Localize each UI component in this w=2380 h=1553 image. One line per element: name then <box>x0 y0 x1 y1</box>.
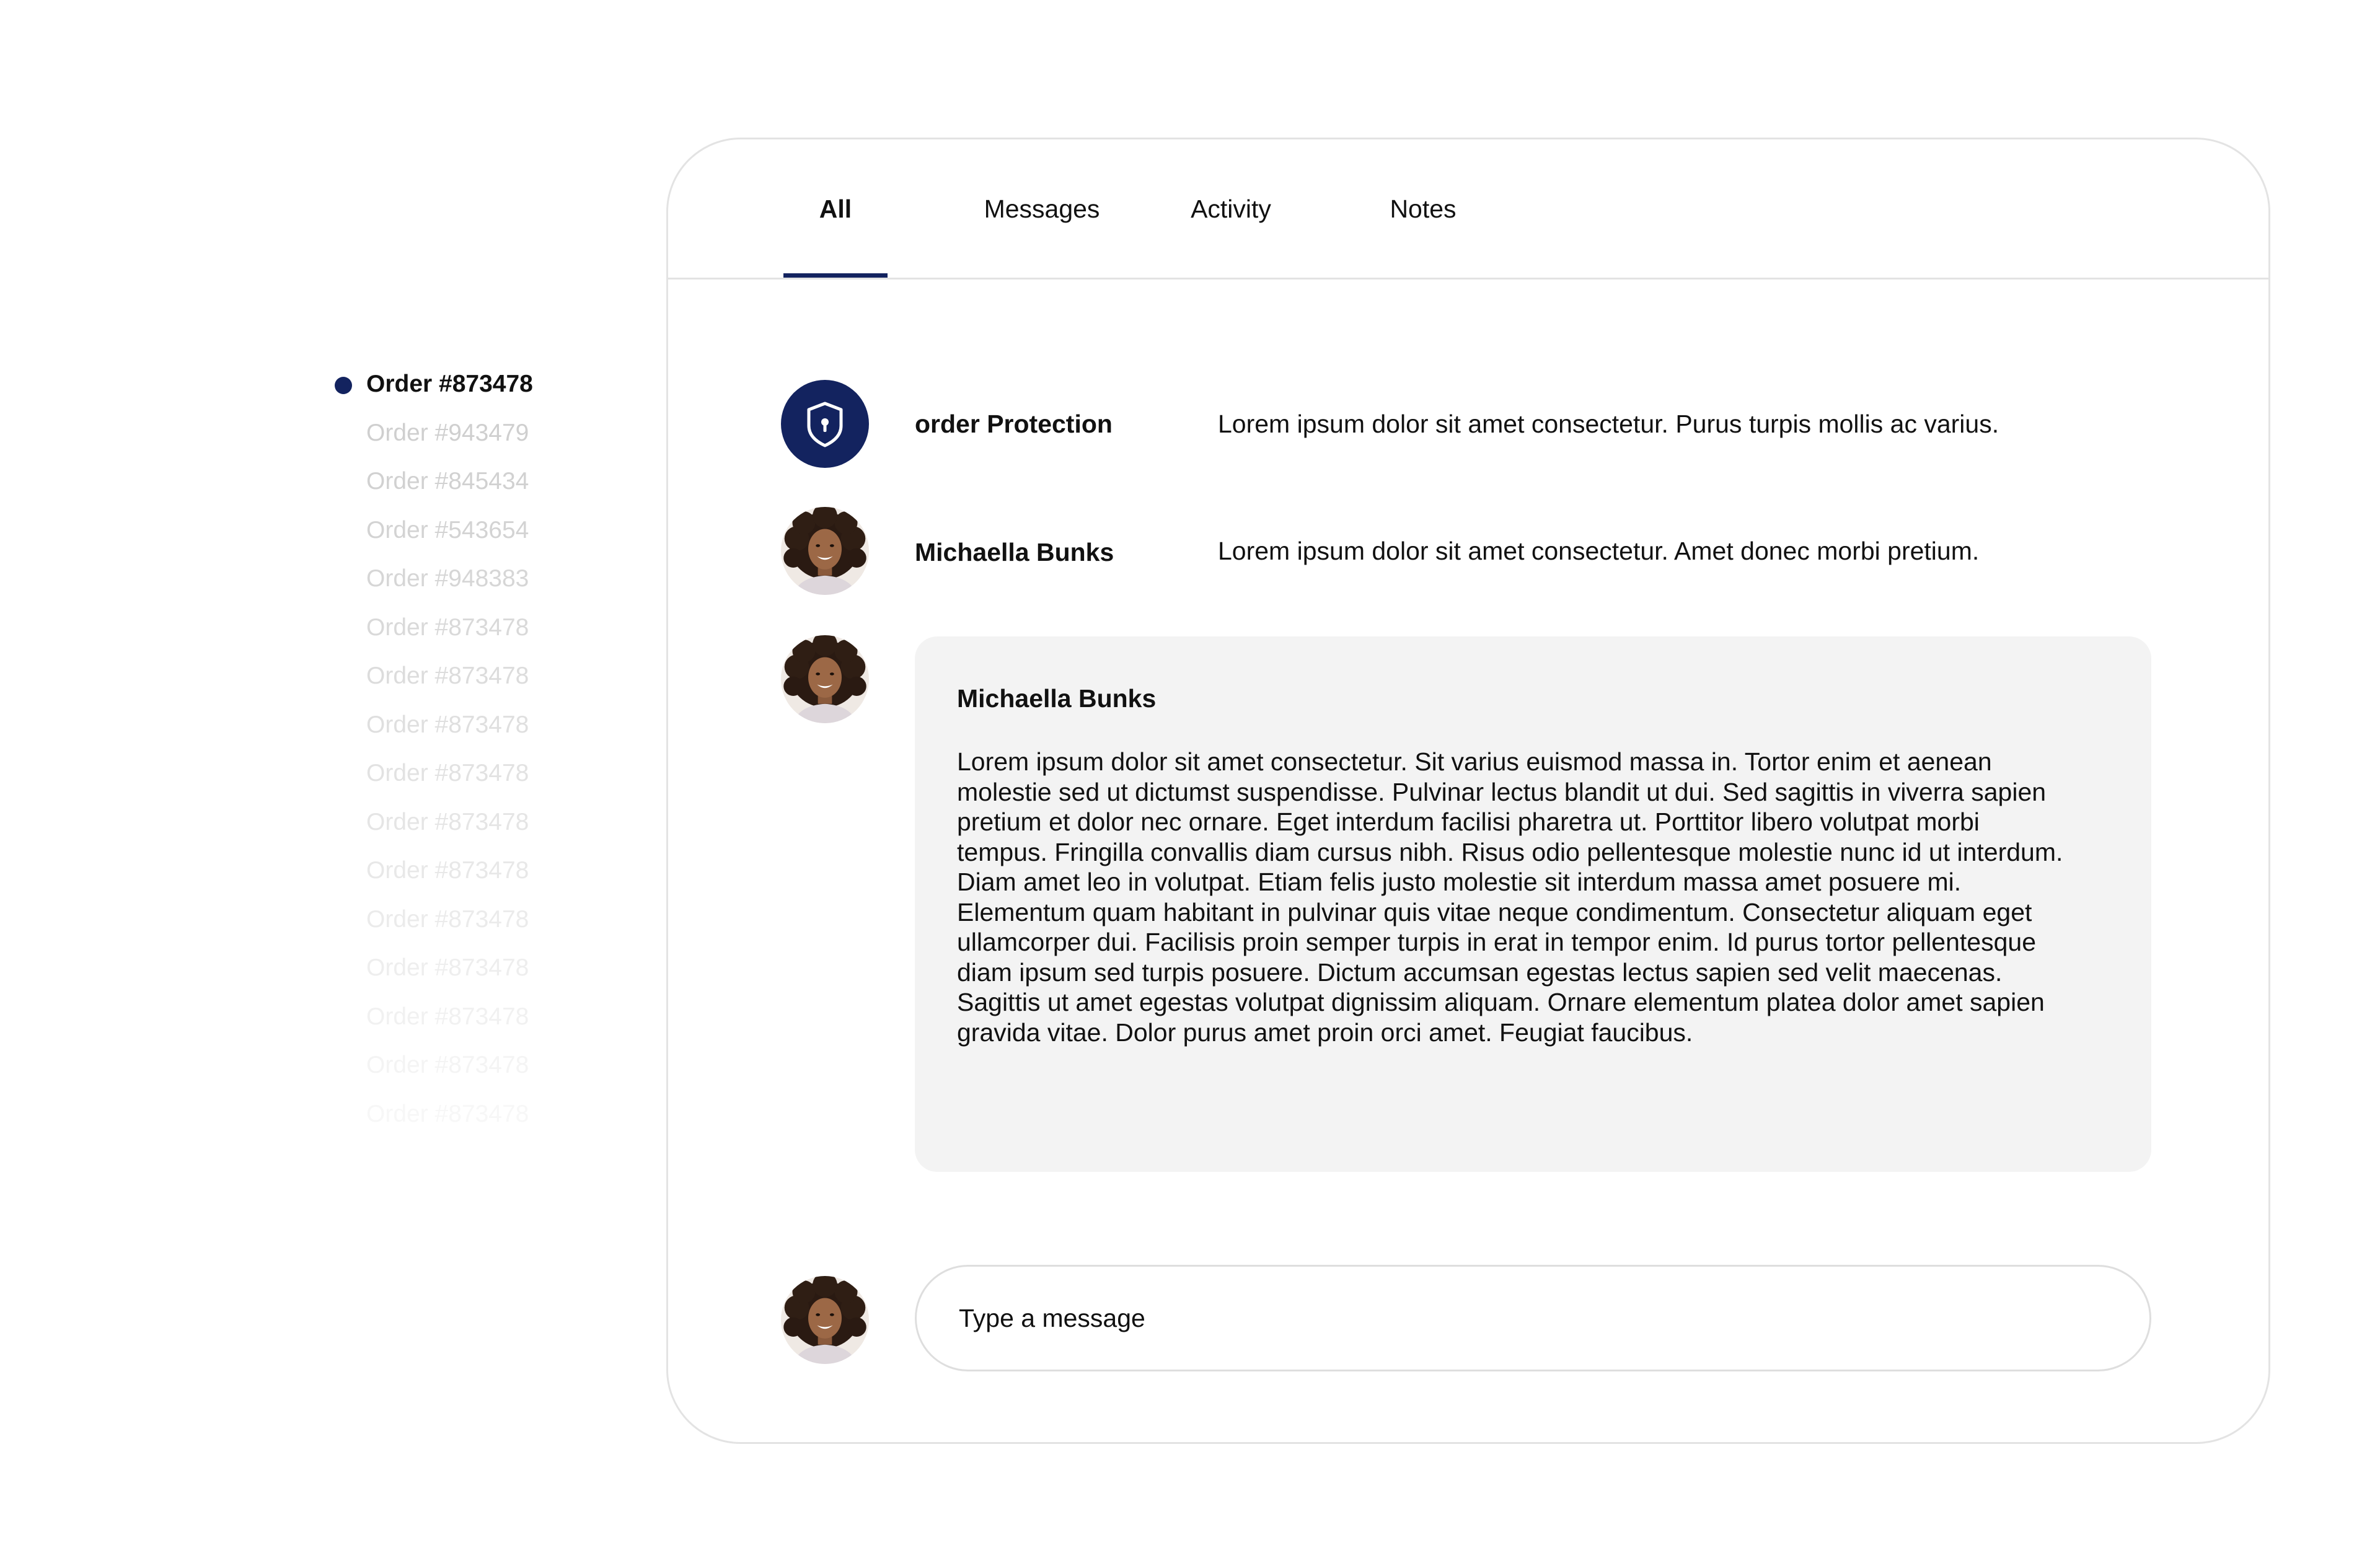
order-list <box>335 367 583 1145</box>
order-label: Order #873478 <box>366 1052 529 1078</box>
message-author: Michaella Bunks <box>957 684 1157 713</box>
avatar <box>781 507 869 595</box>
order-label: Order #943479 <box>366 419 529 446</box>
order-list-item[interactable] <box>335 1048 583 1097</box>
activity-panel <box>666 138 2270 1444</box>
order-label: Order #873478 <box>366 1003 529 1030</box>
protection-title: order Protection <box>915 410 1113 438</box>
tab-messages[interactable]: Messages <box>984 195 1100 223</box>
message-body: Lorem ipsum dolor sit amet consectetur. Sit varius euismod massa in. Tortor enim et aenean molestie sed ut dictumst suspendisse. Pulvinar lectus blandit ut dui. Sed sagittis in viverra sapien pretium et dolor nec ornare. Eget interdum facilisi pharetra ut. Porttitor libero volutpat morbi tempus. Fringilla convallis diam cursus nibh. Risus odio pellentesque molestie nunc id ut interdum. Diam amet leo in volutpat. Etiam felis justo molestie sit interdum massa amet posuere mi. Elementum quam habitant in pulvinar quis vitae neque condimentum. Consectetur aliquam eget ullamcorper dui. Facilisis proin semper turpis in erat in tempor enim. Id purus tortor pellentesque diam ipsum sed turpis posuere. Dictum accumsan egestas lectus sapien sed velit maecenas. Sagittis ut amet egestas volutpat dignissim aliquam. Ornare elementum platea dolor amet sapien gravida vitae. Dolor purus amet proin orci amet. Feugiat faucibus. <box>957 747 2063 1047</box>
message-input[interactable] <box>915 1265 2151 1371</box>
message-text: Lorem ipsum dolor sit amet consectetur. Amet donec morbi pretium. <box>1218 537 1980 565</box>
order-label: Order #873478 <box>366 954 529 981</box>
order-label: Order #873478 <box>366 711 529 738</box>
order-list-item[interactable] <box>335 659 583 708</box>
order-list-item[interactable] <box>335 805 583 854</box>
order-list-item[interactable] <box>335 1000 583 1049</box>
order-list-item[interactable] <box>335 416 583 465</box>
order-label: Order #873478 <box>366 1100 529 1127</box>
order-list-item[interactable] <box>335 513 583 562</box>
order-label: Order #873478 <box>366 857 529 884</box>
order-list-item[interactable] <box>335 561 583 610</box>
order-list-item[interactable] <box>335 1097 583 1146</box>
order-list-item[interactable] <box>335 464 583 513</box>
tab-bar <box>668 139 2268 279</box>
order-label: Order #948383 <box>366 565 529 592</box>
order-label: Order #873478 <box>366 371 533 397</box>
order-list-item[interactable] <box>335 951 583 1000</box>
order-label: Order #873478 <box>366 808 529 835</box>
tab-all[interactable]: All <box>819 195 852 223</box>
active-indicator-dot <box>335 377 352 394</box>
order-list-item[interactable] <box>335 853 583 902</box>
order-list-item[interactable] <box>335 708 583 757</box>
current-user-avatar <box>781 1276 869 1364</box>
order-list-item[interactable] <box>335 610 583 659</box>
order-label: Order #873478 <box>366 662 529 689</box>
order-label: Order #543654 <box>366 516 529 543</box>
tab-activity[interactable]: Activity <box>1191 195 1271 223</box>
shield-icon <box>781 380 869 468</box>
order-label: Order #845434 <box>366 468 529 495</box>
protection-text: Lorem ipsum dolor sit amet consectetur. Purus turpis mollis ac varius. <box>1218 410 1999 438</box>
protection-avatar <box>781 380 869 468</box>
order-label: Order #873478 <box>366 905 529 933</box>
message-bubble <box>915 636 2151 1172</box>
order-list-item[interactable] <box>335 902 583 951</box>
message-author: Michaella Bunks <box>915 538 1114 566</box>
avatar <box>781 635 869 723</box>
order-list-item[interactable] <box>335 756 583 805</box>
order-label: Order #873478 <box>366 760 529 786</box>
order-label: Order #873478 <box>366 614 529 641</box>
tab-notes[interactable]: Notes <box>1390 195 1457 223</box>
active-tab-indicator <box>783 273 888 278</box>
order-list-item[interactable] <box>335 367 583 416</box>
